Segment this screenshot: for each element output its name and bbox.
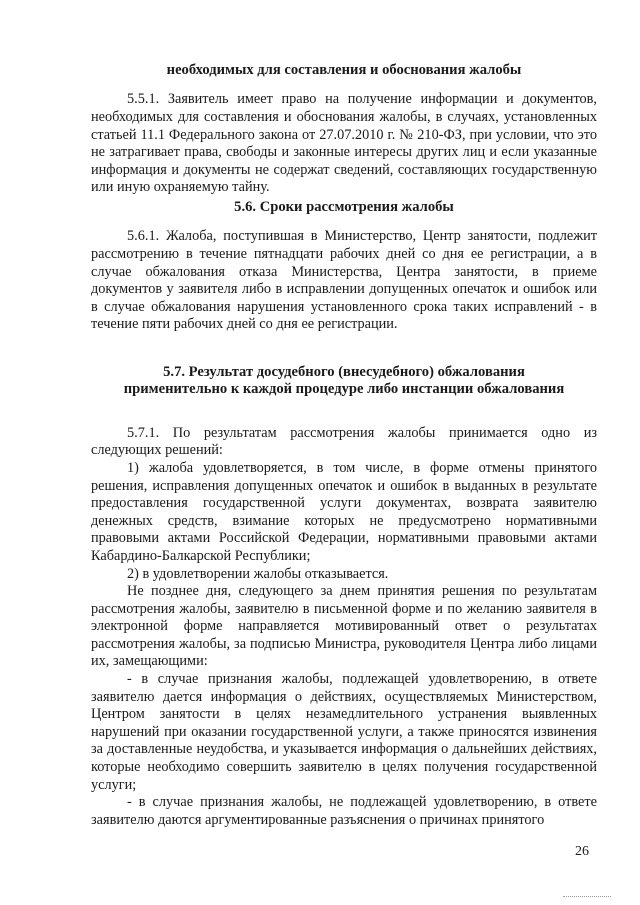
paragraph-case-satisfied: - в случае признания жалобы, подлежащей удовлетворению, в ответе заявителю дается информация о действиях, осуществляемых Министерством, Центром занятости в целях незамедлительного устранения выявленных нарушений при оказании государственной услуги, а также приносятся извинения за доставленные неудобства, и указывается информация о дальнейших действиях, которые необходимо совершить заявителю в целях получения государственной услуги; — [91, 671, 597, 793]
section-heading-55-continued: необходимых для составления и обоснования жалобы — [166, 62, 522, 78]
paragraph-5-6-1: 5.6.1. Жалоба, поступившая в Министерство, Центр занятости, подлежит рассмотрению в течение пятнадцати рабочих дней со дня ее регистрации, а в случае обжалования отказа Министерства, Центра занятости, в приеме документов у заявителя либо в исправлении допущенных опечаток и ошибок или в случае обжалования нарушения установленного срока таких исправлений - в течение пяти рабочих дней со дня ее регистрации. — [91, 228, 597, 333]
paragraph-5-7-1-item-2: 2) в удовлетворении жалобы отказывается. — [127, 565, 389, 582]
paragraph-response-deadline: Не позднее дня, следующего за днем принятия решения по результатам рассмотрения жалобы, заявителю в письменной форме и по желанию заявителя в электронной форме направляется мотивированный ответ о результатах рассмотрения жалобы, за подписью Министра, руководителя Центра либо лицами их, замещающими: — [91, 583, 597, 670]
paragraph-case-rejected: - в случае признания жалобы, не подлежащей удовлетворению, в ответе заявителю даются аргументированные разъяснения о причинах принятого — [91, 794, 597, 828]
section-heading-56: 5.6. Сроки рассмотрения жалобы — [234, 198, 454, 215]
document-body — [91, 62, 597, 829]
section-heading-57-line1: 5.7. Результат досудебного (внесудебного) обжалования — [163, 363, 525, 380]
paragraph-5-7-1: 5.7.1. По результатам рассмотрения жалобы принимается одно из следующих решений: — [91, 424, 597, 459]
paragraph-5-7-1-item-1: 1) жалоба удовлетворяется, в том числе, в форме отмены принятого решения, исправления допущенных опечаток и ошибок в выданных в результате предоставления государственной услуги документах, возврата заявителю денежных средств, взимание которых не предусмотрено нормативными правовыми актами Российской Федерации, нормативными правовыми актами Кабардино-Балкарской Республики; — [91, 459, 597, 564]
section-heading-57-line2: применительно к каждой процедуре либо инстанции обжалования — [123, 381, 565, 398]
footer-scan-mark — [563, 896, 611, 898]
page-number: 26 — [575, 844, 589, 859]
paragraph-5-5-1: 5.5.1. Заявитель имеет право на получение информации и документов, необходимых для составления и обоснования жалобы, в случаях, установленных статьей 11.1 Федерального закона от 27.07.2010 г. № 210-ФЗ, при условии, что это не затрагивает права, свободы и законные интересы других лиц и если указанные информация и документы не содержат сведений, составляющих государственную или иную охраняемую тайну. — [91, 91, 597, 196]
